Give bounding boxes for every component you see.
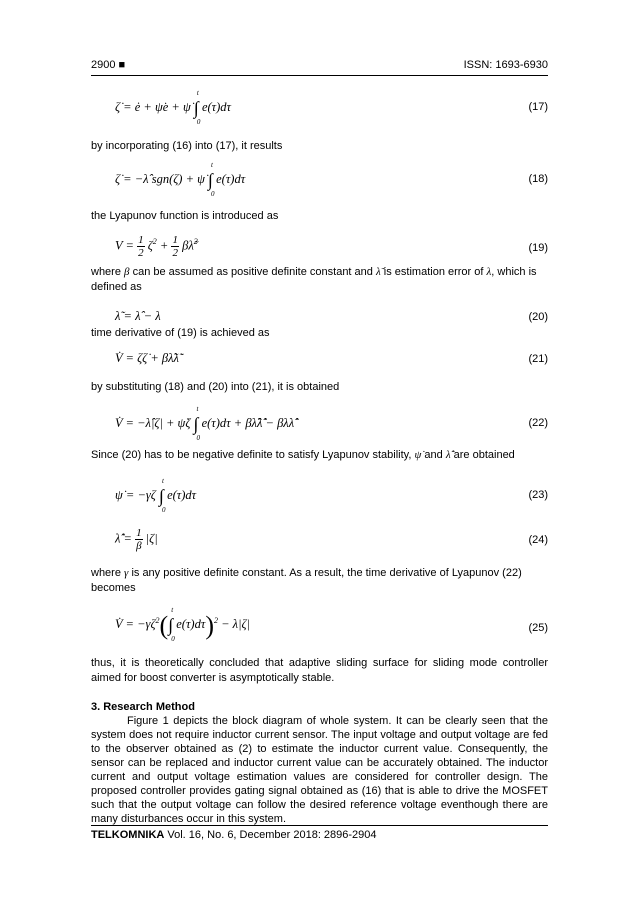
equation-23-number: (23) — [528, 489, 548, 501]
equation-21: V̇ = ζζ̇ + βλ̃λ̃̇ — [115, 351, 179, 365]
equation-19-number: (19) — [528, 242, 548, 254]
paragraph-time-derivative: time derivative of (19) is achieved as — [91, 327, 270, 339]
equation-21-number: (21) — [528, 353, 548, 365]
equation-19: V = $\frac{1}{2}$ $\zeta^2$ + $\frac{1}{2}$ βλ̃$^2$ — [115, 234, 198, 259]
paragraph-conclusion: thus, it is theoretically concluded that adaptive sliding surface for sliding mode controller aimed for boost converter is asymptotically stable. — [91, 657, 548, 684]
paragraph-where-beta: where β can be assumed as positive definite constant and λ̃ is estimation error of λ, which is defined as — [91, 266, 537, 293]
header-issn: ISSN: 1693-6930 — [463, 59, 548, 71]
paragraph-since: Since (20) has to be negative definite to satisfy Lyapunov stability, ψ̇ and λ̂̇ are obtained — [91, 449, 515, 461]
footer-citation — [91, 829, 377, 841]
paragraph-incorporating: by incorporating (16) into (17), it results — [91, 140, 283, 152]
equation-24: λ̂̇ = $\frac{1}{\beta}$ |ζ| — [115, 527, 158, 552]
section-body: Figure 1 depicts the block diagram of whole system. It can be clearly seen that the system does not require inductor current sensor. The input voltage and output voltage are fed to the observer obtained as (2) to estimate the inductor current value. Consequently, the sensor can be replaced and inductor current value can be accurately obtained. The inductor current and output voltage estimation values are considered for controller design. The proposed controller provides gating signal obtained as (16) that is able to drive the MOSFET such that the output voltage can follow the desired reference voltage eventhough there are many disturbances occur in this system. — [91, 715, 548, 825]
equation-23: ψ̇ = −γζ ∫ t 0 e(τ)dτ — [115, 477, 197, 514]
equation-22: V̇ = −λ̂|ζ| + ψ̇ζ ∫ t 0 e(τ)dτ + βλ̂λ̂̇ − βλλ̂̇ — [115, 405, 295, 442]
footer-rule — [91, 825, 548, 826]
equation-24-number: (24) — [528, 534, 548, 546]
equation-25-number: (25) — [528, 622, 548, 634]
header-rule — [91, 75, 548, 76]
equation-25: V̇ = $-\gamma\zeta^2(\int$ t 0 e(τ)dτ)$^2$ − λ|ζ| — [115, 606, 251, 643]
footer-volume: Vol. 16, No. 6, December 2018: 2896-2904 — [167, 829, 377, 841]
equation-22-number: (22) — [528, 417, 548, 429]
paragraph-lyapunov-intro: the Lyapunov function is introduced as — [91, 210, 279, 222]
section-title: 3. Research Method — [91, 701, 195, 713]
header-marker: ■ — [118, 59, 126, 71]
paragraph-substituting: by substituting (18) and (20) into (21), it is obtained — [91, 381, 340, 393]
equation-18: ζ̇ = −λ̂ sgn(ζ) + ψ̇ ∫ t 0 e(τ)dτ — [115, 161, 246, 198]
header-page-number: 2900 ■ — [91, 59, 126, 71]
equation-20-number: (20) — [528, 311, 548, 323]
equation-17-number: (17) — [528, 101, 548, 113]
equation-18-number: (18) — [528, 173, 548, 185]
equation-20: λ̃ = λ̂ − λ — [115, 309, 161, 323]
paragraph-where-gamma: where γ is any positive definite constant. As a result, the time derivative of Lyapunov (22) becomes — [91, 567, 522, 594]
equation-17: ζ̇ = ė + ψ̇e + ψ̇ ∫ t 0 e(τ)dτ — [115, 89, 232, 126]
footer-journal: TELKOMNIKA — [91, 829, 165, 841]
